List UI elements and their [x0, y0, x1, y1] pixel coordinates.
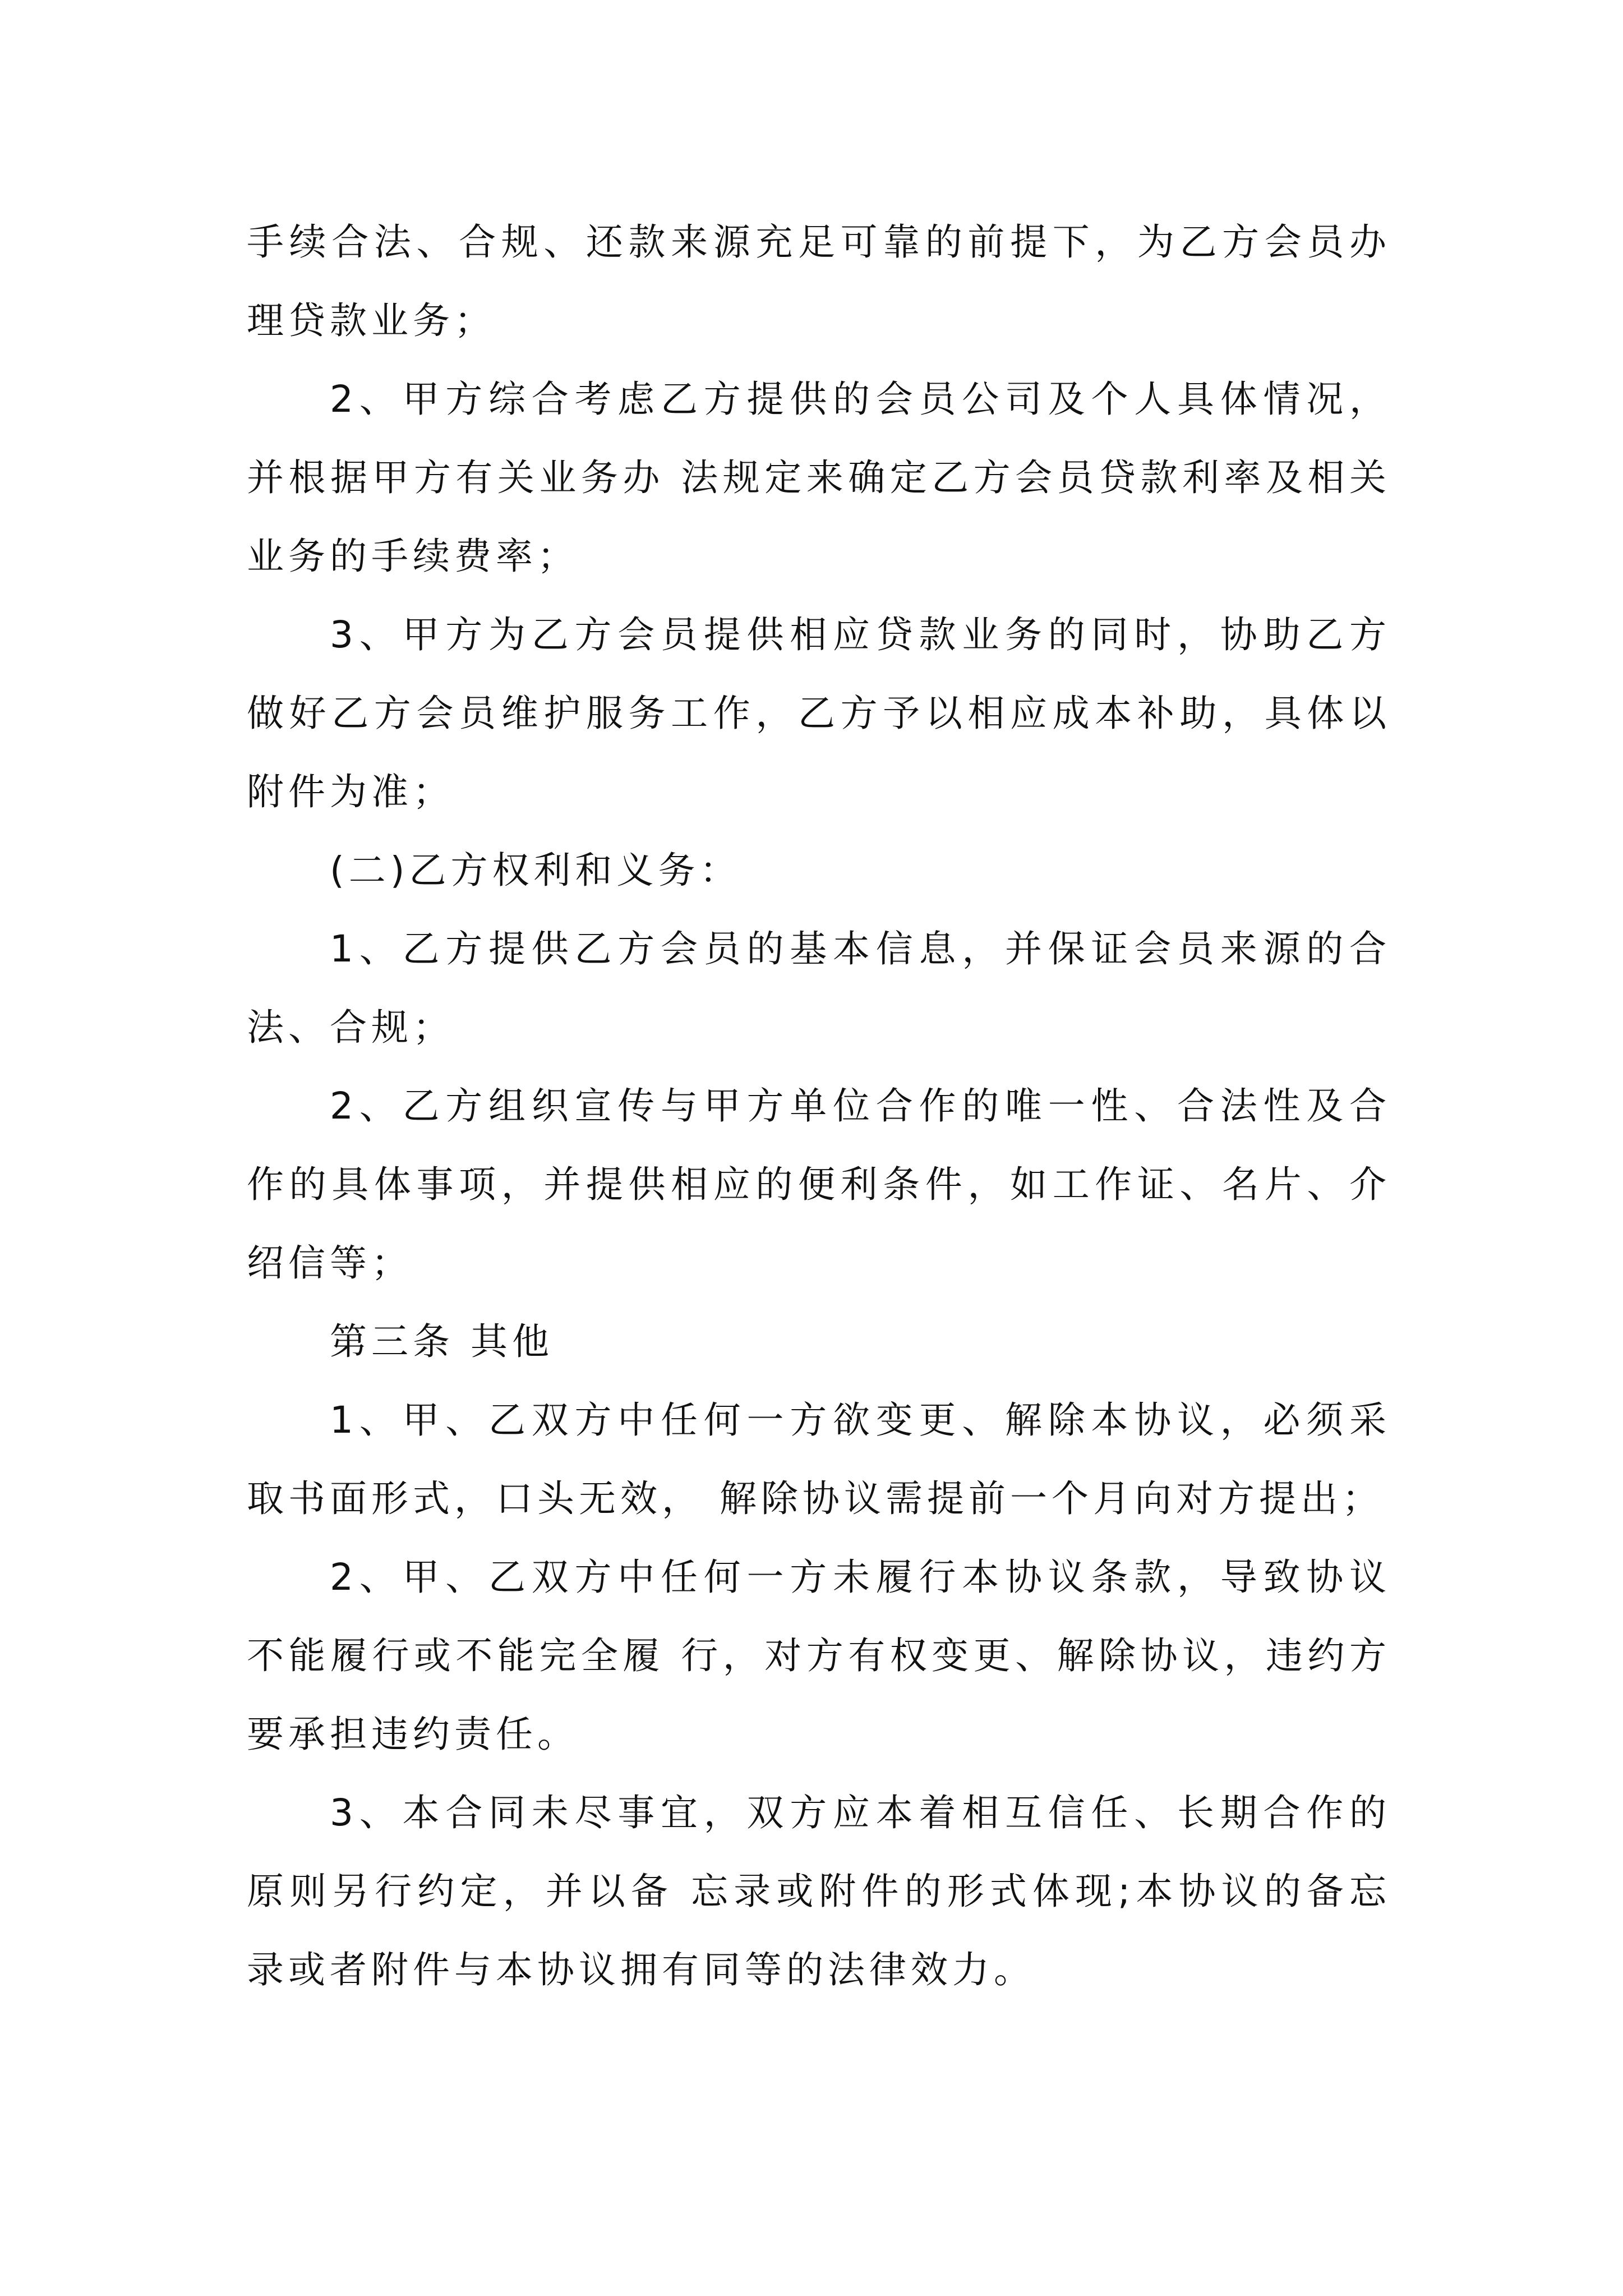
paragraph-member-info: 1、乙方提供乙方会员的基本信息，并保证会员来源的合法、合规； — [247, 927, 1391, 1049]
article-heading-other: 第三条 其他 — [330, 1320, 554, 1363]
paragraph-amendment: 1、甲、乙双方中任何一方欲变更、解除本协议，必须采取书面形式，口头无效， 解除协议需提前一个月向对方提出； — [247, 1398, 1391, 1520]
paragraph-supplementary: 3、本合同未尽事宜，双方应本着相互信任、长期合作的原则另行约定，并以备 忘录或附件的形式体现;本协议的备忘录或者附件与本协议拥有同等的法律效力。 — [247, 1791, 1391, 1991]
paragraph-loan-processing: 手续合法、合规、还款来源充足可靠的前提下，为乙方会员办理贷款业务； — [247, 220, 1391, 342]
section-heading-party-b-rights: (二)乙方权利和义务： — [330, 849, 741, 892]
paragraph-member-maintenance: 3、甲方为乙方会员提供相应贷款业务的同时，协助乙方做好乙方会员维护服务工作，乙方予以相应成本补助，具体以附件为准； — [247, 613, 1391, 813]
document-body — [247, 203, 1391, 2009]
paragraph-interest-rate: 2、甲方综合考虑乙方提供的会员公司及个人具体情况，并根据甲方有关业务办 法规定来确定乙方会员贷款利率及相关业务的手续费率； — [247, 378, 1391, 578]
paragraph-promotion: 2、乙方组织宣传与甲方单位合作的唯一性、合法性及合作的具体事项，并提供相应的便利条件，如工作证、名片、介绍信等； — [247, 1084, 1391, 1285]
paragraph-breach: 2、甲、乙双方中任何一方未履行本协议条款，导致协议不能履行或不能完全履 行，对方有权变更、解除协议，违约方要承担违约责任。 — [247, 1556, 1391, 1756]
